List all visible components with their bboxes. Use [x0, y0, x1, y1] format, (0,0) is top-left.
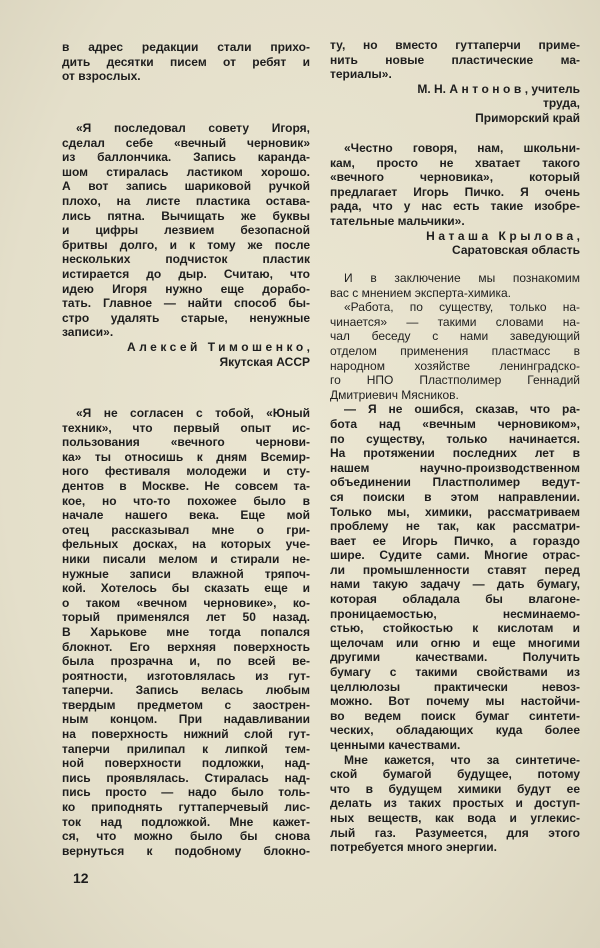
text-line: ка» ты относишь к дням Всемир-	[62, 449, 310, 464]
text-line: идею Игоря нужно еще дорабо-	[62, 281, 310, 296]
text-line: что в будущем химики будут ее	[330, 781, 580, 796]
text-line: ники писали мелом и стирали не-	[62, 551, 310, 566]
text-line: вернуться к подобному блокно-	[62, 843, 310, 858]
author-name: Наташа Крылова	[426, 228, 577, 243]
text-line: И в заключение мы познакомим	[344, 271, 580, 285]
text-line: на поверхность нижний слой гут-	[62, 727, 310, 742]
text-line: фельных досках, на которых уче-	[62, 537, 310, 552]
text-line: которая обладала бы влагоне-	[330, 592, 580, 607]
text-line: отделом применения пластмасс в	[330, 343, 580, 358]
text-segment: , учитель	[524, 81, 580, 96]
text-line: вас с мнением эксперта-химика.	[330, 285, 512, 300]
text-line: ных веществ, как вода и углекис-	[330, 810, 580, 825]
text-line: дить десятки писем от ребят и	[62, 54, 310, 69]
text-line: труда,	[542, 96, 580, 111]
text-line: объединении Пластполимер ведут-	[330, 475, 580, 490]
text-line: о таком «вечном черновике», ко-	[62, 595, 310, 610]
text-line: во ведем поиск бумаг синтети-	[330, 708, 580, 723]
text-line: ного фестиваля молодежи и сту-	[62, 464, 310, 479]
text-line: лись пятна. Вычищать же буквы	[62, 208, 310, 223]
text-line: таперчи прилипал к липкой тем-	[62, 741, 310, 756]
text-line: пись проявлялась. Стиралась над-	[62, 770, 310, 785]
text-line: нашем научно-производственном	[330, 460, 580, 475]
signature	[330, 82, 580, 126]
text-line: На протяжении последних лет в	[330, 446, 580, 461]
text-line: народном хозяйстве ленинградско-	[330, 358, 580, 373]
text-line: от взрослых.	[62, 69, 141, 84]
letter-krylova	[330, 141, 580, 258]
text-line	[330, 82, 580, 97]
letter-timoshenko	[62, 121, 310, 369]
text-line: нить новые пластические ма-	[330, 52, 580, 67]
paragraph	[62, 40, 310, 84]
text-segment: ,	[306, 339, 310, 354]
text-line: таперчи. Запись велась любым	[62, 683, 310, 698]
intro-paragraph	[62, 40, 310, 84]
text-line: дентов в Москве. Не совсем та-	[62, 478, 310, 493]
text-line: проницаемостью, несминаемо-	[330, 606, 580, 621]
letter-antonov	[62, 406, 310, 858]
text-line: блокнот. Его верхняя поверхность	[62, 639, 310, 654]
signature	[330, 229, 580, 258]
text-line: стью, стойкостью к кислотам и	[330, 621, 580, 636]
text-line: В Харькове мне тогда попался	[62, 624, 310, 639]
text-line: Саратовская область	[452, 243, 580, 258]
text-line: ли промышленности ставят перед	[330, 562, 580, 577]
text-line: роятности, изготовлялась из гут-	[62, 668, 310, 683]
text-line: ценными качествами.	[330, 738, 461, 752]
text-line: вает ее Игорь Пичко, а гораздо	[330, 533, 580, 548]
text-line: пись просто — надо было толь-	[62, 785, 310, 800]
text-line: кой. Хотелось бы сказать еще и	[62, 581, 310, 596]
text-segment: Геннадий	[527, 373, 580, 388]
signature	[62, 340, 310, 369]
text-line: начале нашего века. Еще мой	[62, 508, 310, 523]
text-line: по существу, только начинается.	[330, 431, 580, 446]
paragraph	[330, 141, 580, 229]
text-line: «вечного черновика», который	[330, 170, 580, 185]
author-name: Антонов	[449, 81, 525, 96]
text-segment: М. Н.	[417, 81, 450, 96]
text-line: Приморский край	[475, 110, 580, 125]
text-line: ко приподнять гуттаперчевый лис-	[62, 800, 310, 815]
text-line: ной поверхности подложки, над-	[62, 756, 310, 771]
text-line	[330, 373, 580, 388]
text-line: техник», что первый опыт ис-	[62, 420, 310, 435]
text-line: «Работа, по существу, только на-	[344, 300, 580, 315]
text-line: потребуется много энергии.	[330, 840, 497, 855]
text-line: ту, но вместо гуттаперчи приме-	[330, 38, 580, 52]
text-line: Дмитриевич Мясников.	[330, 387, 459, 402]
text-line: ся, что можно было бы снова	[62, 829, 310, 844]
text-line: можно. Вот почему мы настойчи-	[330, 694, 580, 709]
text-line: кое, но что-то похожее было в	[62, 493, 310, 508]
paragraph	[330, 271, 580, 300]
text-line: нужные записи влажной тряпоч-	[62, 566, 310, 581]
text-line: — Я не ошибся, сказав, что ра-	[344, 402, 580, 417]
paragraph	[330, 753, 580, 855]
text-line: торый применялся лет 50 назад.	[62, 610, 310, 625]
text-line: тательные мальчики».	[330, 213, 465, 228]
text-line	[330, 229, 580, 244]
text-line: твердым предметом с заострен-	[62, 697, 310, 712]
text-line: пользования «вечного чернови-	[62, 435, 310, 450]
text-line: стро удалять старые, ненужные	[62, 310, 310, 325]
text-line: делать из таких простых и доступ-	[330, 796, 580, 811]
paragraph	[62, 121, 310, 340]
text-line: была прозрачна и, по всей ве-	[62, 654, 310, 669]
text-line: чинается» — такими словами на-	[330, 314, 580, 329]
text-line: ным концом. При надавливании	[62, 712, 310, 727]
text-line: нами такую задачу — дать бумагу,	[330, 577, 580, 592]
text-line: другими качествами. Получить	[330, 650, 580, 665]
text-line: шире. Судите сами. Многие отрас-	[330, 548, 580, 563]
text-line: «Я последовал совету Игоря,	[76, 121, 310, 135]
text-line: териалы».	[330, 67, 392, 82]
text-line: «Честно говоря, нам, школьни-	[344, 141, 580, 155]
text-line: проблему не так, как рассматри-	[330, 519, 580, 534]
text-line: А вот запись шариковой ручкой	[62, 179, 310, 194]
text-line: сделал себе «вечный черновик»	[62, 135, 310, 150]
paragraph	[330, 38, 580, 82]
text-line: бритвы долго, и к тому же после	[62, 237, 310, 252]
letter-antonov-end	[330, 38, 580, 126]
text-line: нескольких подчисток пластик	[62, 252, 310, 267]
text-line: чал беседу с нами заведующий	[330, 329, 580, 344]
text-line: и цифры лезвием безопасной	[62, 223, 310, 238]
expert-section	[330, 271, 580, 855]
text-line: ческих, обладающих куда более	[330, 723, 580, 738]
text-line: лый газ. Разумеется, для этого	[330, 825, 580, 840]
paragraph	[330, 402, 580, 752]
text-line: из баллончика. Запись каранда-	[62, 150, 310, 165]
text-segment: ,	[576, 228, 580, 243]
text-line: ток над подложкой. Мне кажет-	[62, 814, 310, 829]
author-name: Алексей Тимошенко	[127, 339, 307, 354]
text-line: рада, что у нас есть такие изобре-	[330, 199, 580, 214]
text-line: отец рассказывал мне о гри-	[62, 522, 310, 537]
text-line: «Я не согласен с тобой, «Юный	[76, 406, 310, 420]
text-line: в адрес редакции стали прихо-	[62, 40, 310, 54]
paragraph	[62, 406, 310, 858]
text-line: шом стиралась ластиком хорошо.	[62, 164, 310, 179]
text-segment: го НПО Пластполимер	[330, 373, 528, 388]
text-line: истирается до дыр. Считаю, что	[62, 266, 310, 281]
paragraph	[330, 300, 580, 402]
text-line: Только мы, химики, рассматриваем	[330, 504, 580, 519]
text-line: бумагу с такими свойствами из	[330, 665, 580, 680]
text-line: кам, просто не хватает такого	[330, 155, 580, 170]
text-line: ся поиски в этом направлении.	[330, 489, 580, 504]
text-line: записи».	[62, 325, 114, 340]
text-line: целлюлозы практически невоз-	[330, 679, 580, 694]
text-line: бота над «вечным черновиком»,	[330, 416, 580, 431]
text-line: Якутская АССР	[219, 354, 310, 369]
text-line: Мне кажется, что за синтетиче-	[344, 752, 580, 767]
text-line: плохо, на листе пластика остава-	[62, 193, 310, 208]
text-line: ской бумагой будущее, потому	[330, 767, 580, 782]
text-line	[62, 340, 310, 355]
text-line: предлагает Игорь Пичко. Я очень	[330, 184, 580, 199]
text-line: щелочам или огню и еще многими	[330, 635, 580, 650]
page-number: 12	[73, 870, 89, 886]
text-line: тать. Главное — найти способ бы-	[62, 296, 310, 311]
